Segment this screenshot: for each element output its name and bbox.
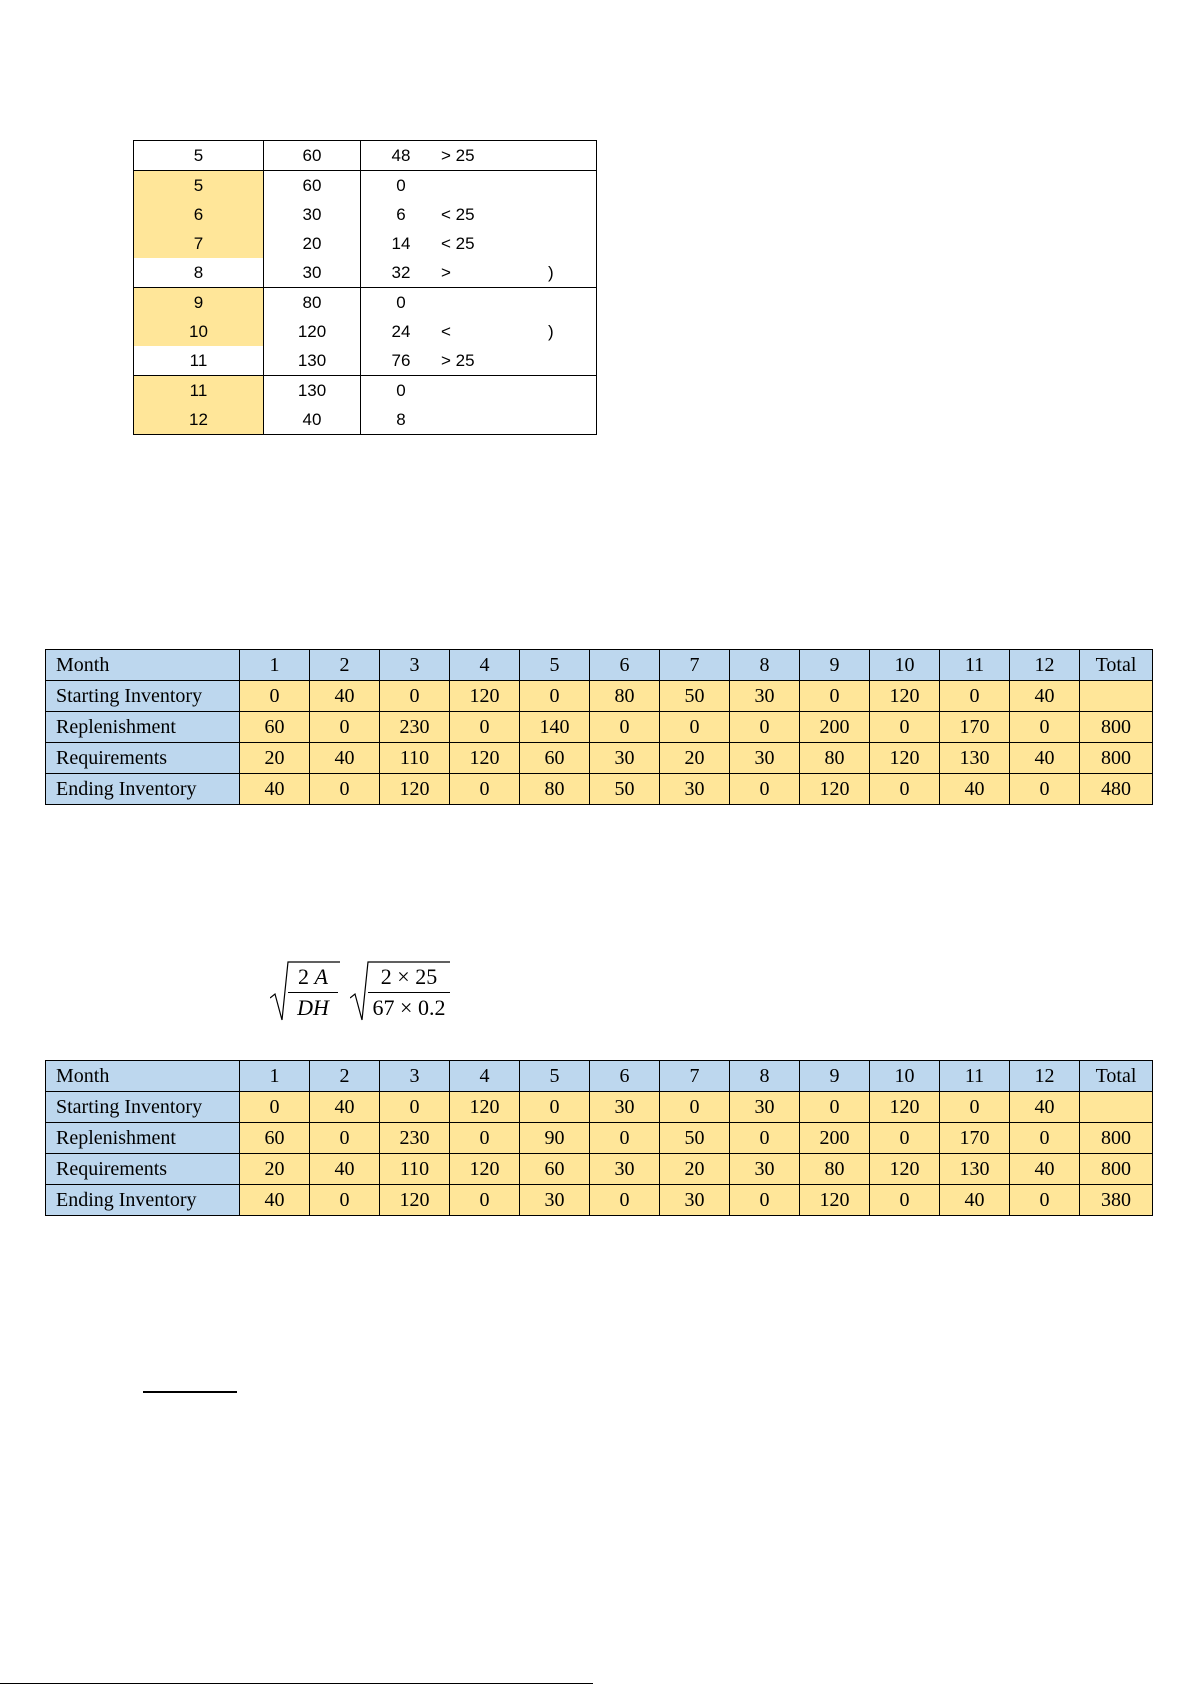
- value-cell: 30: [520, 1185, 590, 1216]
- value-cell: 0: [730, 1185, 800, 1216]
- replenishment-plan-table-2: [45, 1060, 1153, 1216]
- month-header: 5: [520, 650, 590, 681]
- period-cell: 11: [134, 346, 264, 376]
- row-label: Requirements: [46, 1154, 240, 1185]
- value-cell: 20: [660, 743, 730, 774]
- total-header: Total: [1080, 1061, 1153, 1092]
- value-cell: 230: [380, 712, 450, 743]
- month-header: 10: [870, 650, 940, 681]
- value-cell: 80: [520, 774, 590, 805]
- value-cell: 120: [380, 1185, 450, 1216]
- value-cell: 0: [870, 712, 940, 743]
- lot-sizing-row: [134, 317, 597, 346]
- demand-cell: 40: [264, 405, 361, 435]
- value-cell: 0: [730, 712, 800, 743]
- header-row: [46, 650, 1153, 681]
- period-cell: 11: [134, 376, 264, 406]
- value-cell: 120: [380, 774, 450, 805]
- fraction-1-numerator: 2 A: [288, 964, 338, 993]
- value-cell: 0: [800, 1092, 870, 1123]
- total-cell: 380: [1080, 1185, 1153, 1216]
- value-cell: 120: [800, 774, 870, 805]
- value-cell: 60: [240, 712, 310, 743]
- value-cell: 40: [310, 1154, 380, 1185]
- value-cell: 30: [590, 1154, 660, 1185]
- note-cell: [441, 200, 597, 229]
- value-cell: 0: [590, 1123, 660, 1154]
- replenishment-plan-table-1: [45, 649, 1153, 805]
- month-header: 11: [940, 650, 1010, 681]
- month-header: 7: [660, 1061, 730, 1092]
- value-cell: 110: [380, 1154, 450, 1185]
- total-cell: 480: [1080, 774, 1153, 805]
- value-cell: 30: [730, 1092, 800, 1123]
- month-header: 9: [800, 650, 870, 681]
- month-header: 1: [240, 650, 310, 681]
- value-cell: 120: [450, 743, 520, 774]
- note-cell: [441, 258, 597, 288]
- value-cell: 200: [800, 1123, 870, 1154]
- total-cell: 800: [1080, 1123, 1153, 1154]
- note-cell: [441, 229, 597, 258]
- value-cell: 50: [660, 1123, 730, 1154]
- period-cell: 9: [134, 288, 264, 318]
- fraction-2-numerator: 2 × 25: [368, 964, 450, 993]
- value-cell: 60: [520, 1154, 590, 1185]
- note-text: > 25: [441, 146, 475, 165]
- value-cell: 0: [520, 1092, 590, 1123]
- month-header: 9: [800, 1061, 870, 1092]
- note-text: > 25: [441, 351, 475, 370]
- note-cell: [441, 317, 597, 346]
- note-cell: [441, 171, 597, 201]
- note-cell: [441, 376, 597, 406]
- value-cell: 50: [660, 681, 730, 712]
- value-cell: 0: [1010, 712, 1080, 743]
- plan-row: [46, 681, 1153, 712]
- month-header: 2: [310, 1061, 380, 1092]
- value-cell: 0: [240, 681, 310, 712]
- value-cell: 0: [730, 1123, 800, 1154]
- note-text: < 25: [441, 205, 475, 224]
- plan-row: [46, 1123, 1153, 1154]
- month-header: 10: [870, 1061, 940, 1092]
- plan-row: [46, 743, 1153, 774]
- lot-sizing-row: [134, 200, 597, 229]
- demand-cell: 80: [264, 288, 361, 318]
- value-cell: 120: [450, 681, 520, 712]
- value-cell: 120: [450, 1154, 520, 1185]
- month-header: 1: [240, 1061, 310, 1092]
- note-paren: ): [548, 322, 554, 341]
- lot-sizing-row: [134, 376, 597, 406]
- value-cell: 30: [590, 743, 660, 774]
- row-label: Ending Inventory: [46, 1185, 240, 1216]
- fraction-2: [368, 964, 450, 1021]
- value-cell: 32: [391, 263, 411, 282]
- lot-sizing-row: [134, 288, 597, 318]
- value-cell: 130: [940, 1154, 1010, 1185]
- value-cell: 0: [1010, 1185, 1080, 1216]
- demand-cell: 130: [264, 376, 361, 406]
- month-header: 4: [450, 1061, 520, 1092]
- value-cell: 8: [361, 405, 442, 435]
- demand-cell: 130: [264, 346, 361, 376]
- footnote-rule: [0, 1683, 593, 1684]
- value-cell: 0: [800, 681, 870, 712]
- value-cell: 0: [310, 774, 380, 805]
- month-header: 7: [660, 650, 730, 681]
- value-cell: 40: [240, 774, 310, 805]
- lot-sizing-row: [134, 141, 597, 171]
- value-cell: 30: [590, 1092, 660, 1123]
- lot-sizing-row: [134, 171, 597, 201]
- value-cell: 0: [590, 712, 660, 743]
- month-header: 11: [940, 1061, 1010, 1092]
- plan-row: [46, 1154, 1153, 1185]
- demand-cell: 60: [264, 171, 361, 201]
- note-cell: [441, 141, 597, 171]
- value-cell: 40: [310, 743, 380, 774]
- month-header: 8: [730, 1061, 800, 1092]
- total-cell: 800: [1080, 1154, 1153, 1185]
- demand-cell: 20: [264, 229, 361, 258]
- note-text: <: [441, 322, 451, 341]
- demand-cell: 120: [264, 317, 361, 346]
- value-cell: 40: [940, 1185, 1010, 1216]
- value-cell: 40: [1010, 681, 1080, 712]
- plan-row: [46, 1092, 1153, 1123]
- value-cell: 0: [450, 1185, 520, 1216]
- lot-sizing-row: [134, 229, 597, 258]
- value-cell: 30: [660, 774, 730, 805]
- value-cell: 0: [380, 1092, 450, 1123]
- value-cell: 80: [800, 743, 870, 774]
- note-cell: [441, 346, 597, 376]
- value-cell: 30: [730, 681, 800, 712]
- value-cell: 0: [310, 1123, 380, 1154]
- value-cell: 40: [1010, 1092, 1080, 1123]
- total-cell: 800: [1080, 712, 1153, 743]
- total-cell: [1080, 681, 1153, 712]
- value-cell: 40: [1010, 1154, 1080, 1185]
- month-header: 2: [310, 650, 380, 681]
- value-cell: 170: [940, 712, 1010, 743]
- value-cell: 120: [800, 1185, 870, 1216]
- demand-cell: 30: [264, 258, 361, 288]
- value-cell: 200: [800, 712, 870, 743]
- value-cell: 0: [310, 1185, 380, 1216]
- value-cell: 0: [361, 376, 442, 406]
- month-header: 3: [380, 1061, 450, 1092]
- value-cell: 0: [660, 1092, 730, 1123]
- lot-sizing-row: [134, 258, 597, 288]
- value-cell: 120: [870, 1092, 940, 1123]
- value-cell: 20: [240, 743, 310, 774]
- value-cell: 76: [391, 351, 411, 370]
- period-cell: 7: [134, 229, 264, 258]
- month-header: 5: [520, 1061, 590, 1092]
- total-cell: 800: [1080, 743, 1153, 774]
- value-cell: 230: [380, 1123, 450, 1154]
- total-header: Total: [1080, 650, 1153, 681]
- value-cell: 0: [870, 1185, 940, 1216]
- demand-cell: 60: [264, 141, 361, 171]
- row-label: Starting Inventory: [46, 681, 240, 712]
- lot-sizing-row: [134, 405, 597, 435]
- value-cell: 140: [520, 712, 590, 743]
- value-cell: 60: [520, 743, 590, 774]
- value-cell: 80: [590, 681, 660, 712]
- value-cell: 0: [310, 712, 380, 743]
- row-label: Replenishment: [46, 712, 240, 743]
- plan-row: [46, 1185, 1153, 1216]
- value-cell: 90: [520, 1123, 590, 1154]
- month-label: Month: [46, 1061, 240, 1092]
- month-header: 12: [1010, 1061, 1080, 1092]
- demand-cell: 30: [264, 200, 361, 229]
- value-cell: 0: [1010, 1123, 1080, 1154]
- value-cell: 0: [450, 1123, 520, 1154]
- period-cell: 5: [134, 141, 264, 171]
- value-cell: 120: [870, 1154, 940, 1185]
- period-cell: 12: [134, 405, 264, 435]
- value-cell: 0: [870, 774, 940, 805]
- plan-row: [46, 774, 1153, 805]
- lot-sizing-row: [134, 346, 597, 376]
- value-cell: 14: [391, 234, 411, 253]
- value-cell: 0: [590, 1185, 660, 1216]
- value-cell: 0: [450, 712, 520, 743]
- value-cell: 0: [520, 681, 590, 712]
- value-cell: 0: [730, 774, 800, 805]
- value-cell: 0: [940, 681, 1010, 712]
- plan-table-1-body: [46, 650, 1153, 805]
- row-label: Ending Inventory: [46, 774, 240, 805]
- value-cell: 30: [660, 1185, 730, 1216]
- value-cell: 0: [450, 774, 520, 805]
- value-cell: 40: [310, 1092, 380, 1123]
- month-header: 4: [450, 650, 520, 681]
- value-cell: 0: [940, 1092, 1010, 1123]
- value-cell: 120: [450, 1092, 520, 1123]
- value-cell: 120: [870, 743, 940, 774]
- value-cell: 6: [396, 205, 406, 224]
- note-paren: ): [548, 263, 554, 282]
- value-cell: 40: [310, 681, 380, 712]
- value-cell: 40: [940, 774, 1010, 805]
- value-cell: 40: [240, 1185, 310, 1216]
- value-cell: 110: [380, 743, 450, 774]
- row-label: Starting Inventory: [46, 1092, 240, 1123]
- period-cell: 5: [134, 171, 264, 201]
- value-cell: 0: [380, 681, 450, 712]
- row-label: Requirements: [46, 743, 240, 774]
- value-cell: 24: [391, 322, 411, 341]
- value-cell: 0: [870, 1123, 940, 1154]
- value-cell: 30: [730, 1154, 800, 1185]
- lot-sizing-table-body: [134, 141, 597, 435]
- month-header: 8: [730, 650, 800, 681]
- note-text: < 25: [441, 234, 475, 253]
- month-header: 3: [380, 650, 450, 681]
- month-header: 6: [590, 650, 660, 681]
- period-cell: 6: [134, 200, 264, 229]
- value-cell: 80: [800, 1154, 870, 1185]
- fraction-1-denominator: DH: [297, 995, 329, 1020]
- month-header: 6: [590, 1061, 660, 1092]
- period-cell: 10: [134, 317, 264, 346]
- header-row: [46, 1061, 1153, 1092]
- value-cell: 0: [361, 288, 442, 318]
- value-cell: 0: [660, 712, 730, 743]
- value-cell: 0: [240, 1092, 310, 1123]
- underline-mark: [143, 1391, 237, 1393]
- value-cell: 60: [240, 1123, 310, 1154]
- value-cell: 30: [730, 743, 800, 774]
- note-cell: [441, 405, 597, 435]
- note-text: >: [441, 263, 451, 282]
- row-label: Replenishment: [46, 1123, 240, 1154]
- fraction-2-denominator: 67 × 0.2: [372, 995, 446, 1020]
- plan-row: [46, 712, 1153, 743]
- value-cell: 0: [361, 171, 442, 201]
- plan-table-2-body: [46, 1061, 1153, 1216]
- note-cell: [441, 288, 597, 318]
- lot-sizing-table: [133, 140, 597, 435]
- value-cell: 0: [1010, 774, 1080, 805]
- month-label: Month: [46, 650, 240, 681]
- fraction-1: [288, 964, 338, 1021]
- value-cell: 170: [940, 1123, 1010, 1154]
- value-cell: 48: [361, 141, 442, 171]
- total-cell: [1080, 1092, 1153, 1123]
- value-cell: 120: [870, 681, 940, 712]
- period-cell: 8: [134, 258, 264, 288]
- value-cell: 20: [240, 1154, 310, 1185]
- month-header: 12: [1010, 650, 1080, 681]
- value-cell: 40: [1010, 743, 1080, 774]
- value-cell: 20: [660, 1154, 730, 1185]
- value-cell: 130: [940, 743, 1010, 774]
- value-cell: 50: [590, 774, 660, 805]
